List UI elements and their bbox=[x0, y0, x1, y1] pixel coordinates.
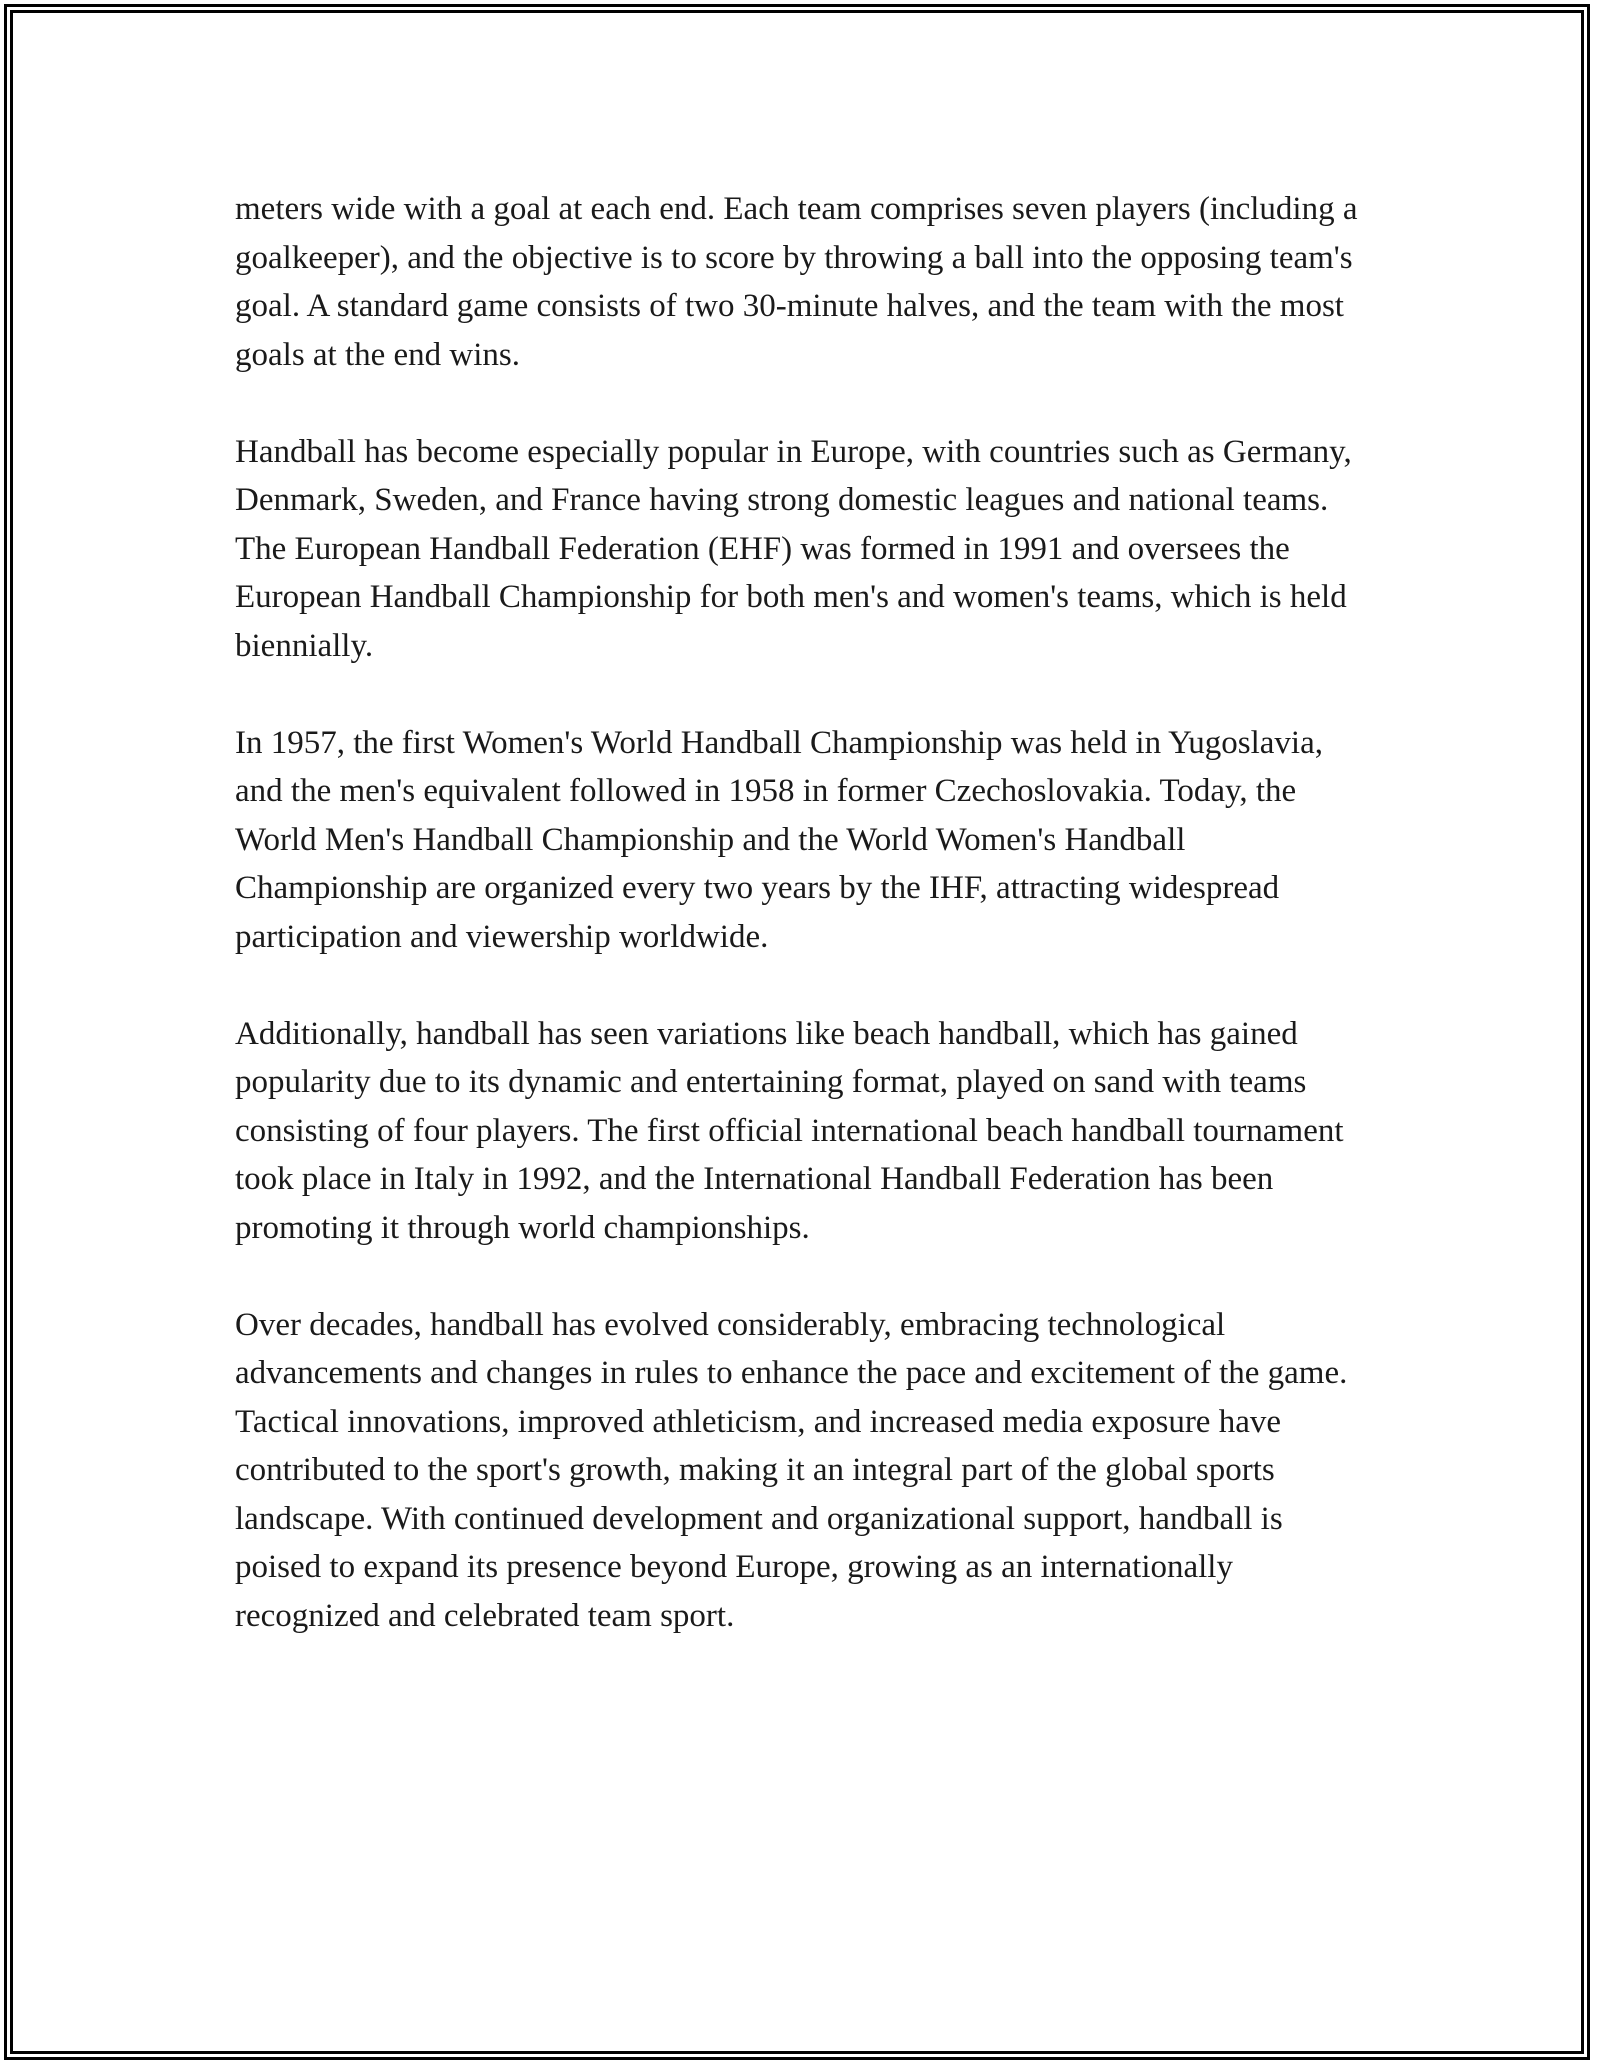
paragraph-5: Over decades, handball has evolved considerably, embracing technological advancements and changes in rules to enhance the pace and excitement of the game. Tactical innovations, improved athleticism, and increased media exposure have contributed to the sport's growth, making it an integral part of the global sports landscape. With continued development and organizational support, handball is poised to expand its presence beyond Europe, growing as an internationally recognized and celebrated team sport. bbox=[235, 1306, 1348, 1634]
document-body bbox=[235, 185, 1375, 1689]
paragraph-2: Handball has become especially popular in Europe, with countries such as Germany, Denmark, Sweden, and France having strong domestic leagues and national teams. The European Handball Federation (EHF) was formed in 1991 and oversees the European Handball Championship for both men's and women's teams, which is held biennially. bbox=[235, 433, 1352, 664]
paragraph-4: Additionally, handball has seen variations like beach handball, which has gained popularity due to its dynamic and entertaining format, played on sand with teams consisting of four players. The first official international beach handball tournament took place in Italy in 1992, and the International Handball Federation has been promoting it through world championships. bbox=[235, 1015, 1344, 1246]
paragraph-1: meters wide with a goal at each end. Each team comprises seven players (including a goalkeeper), and the objective is to score by throwing a ball into the opposing team's goal. A standard game consists of two 30-minute halves, and the team with the most goals at the end wins. bbox=[235, 191, 1358, 373]
paragraph-3: In 1957, the first Women's World Handball Championship was held in Yugoslavia, and the men's equivalent followed in 1958 in former Czechoslovakia. Today, the World Men's Handball Championship and the World Women's Handball Championship are organized every two years by the IHF, attracting widespread participation and viewership worldwide. bbox=[235, 724, 1323, 955]
